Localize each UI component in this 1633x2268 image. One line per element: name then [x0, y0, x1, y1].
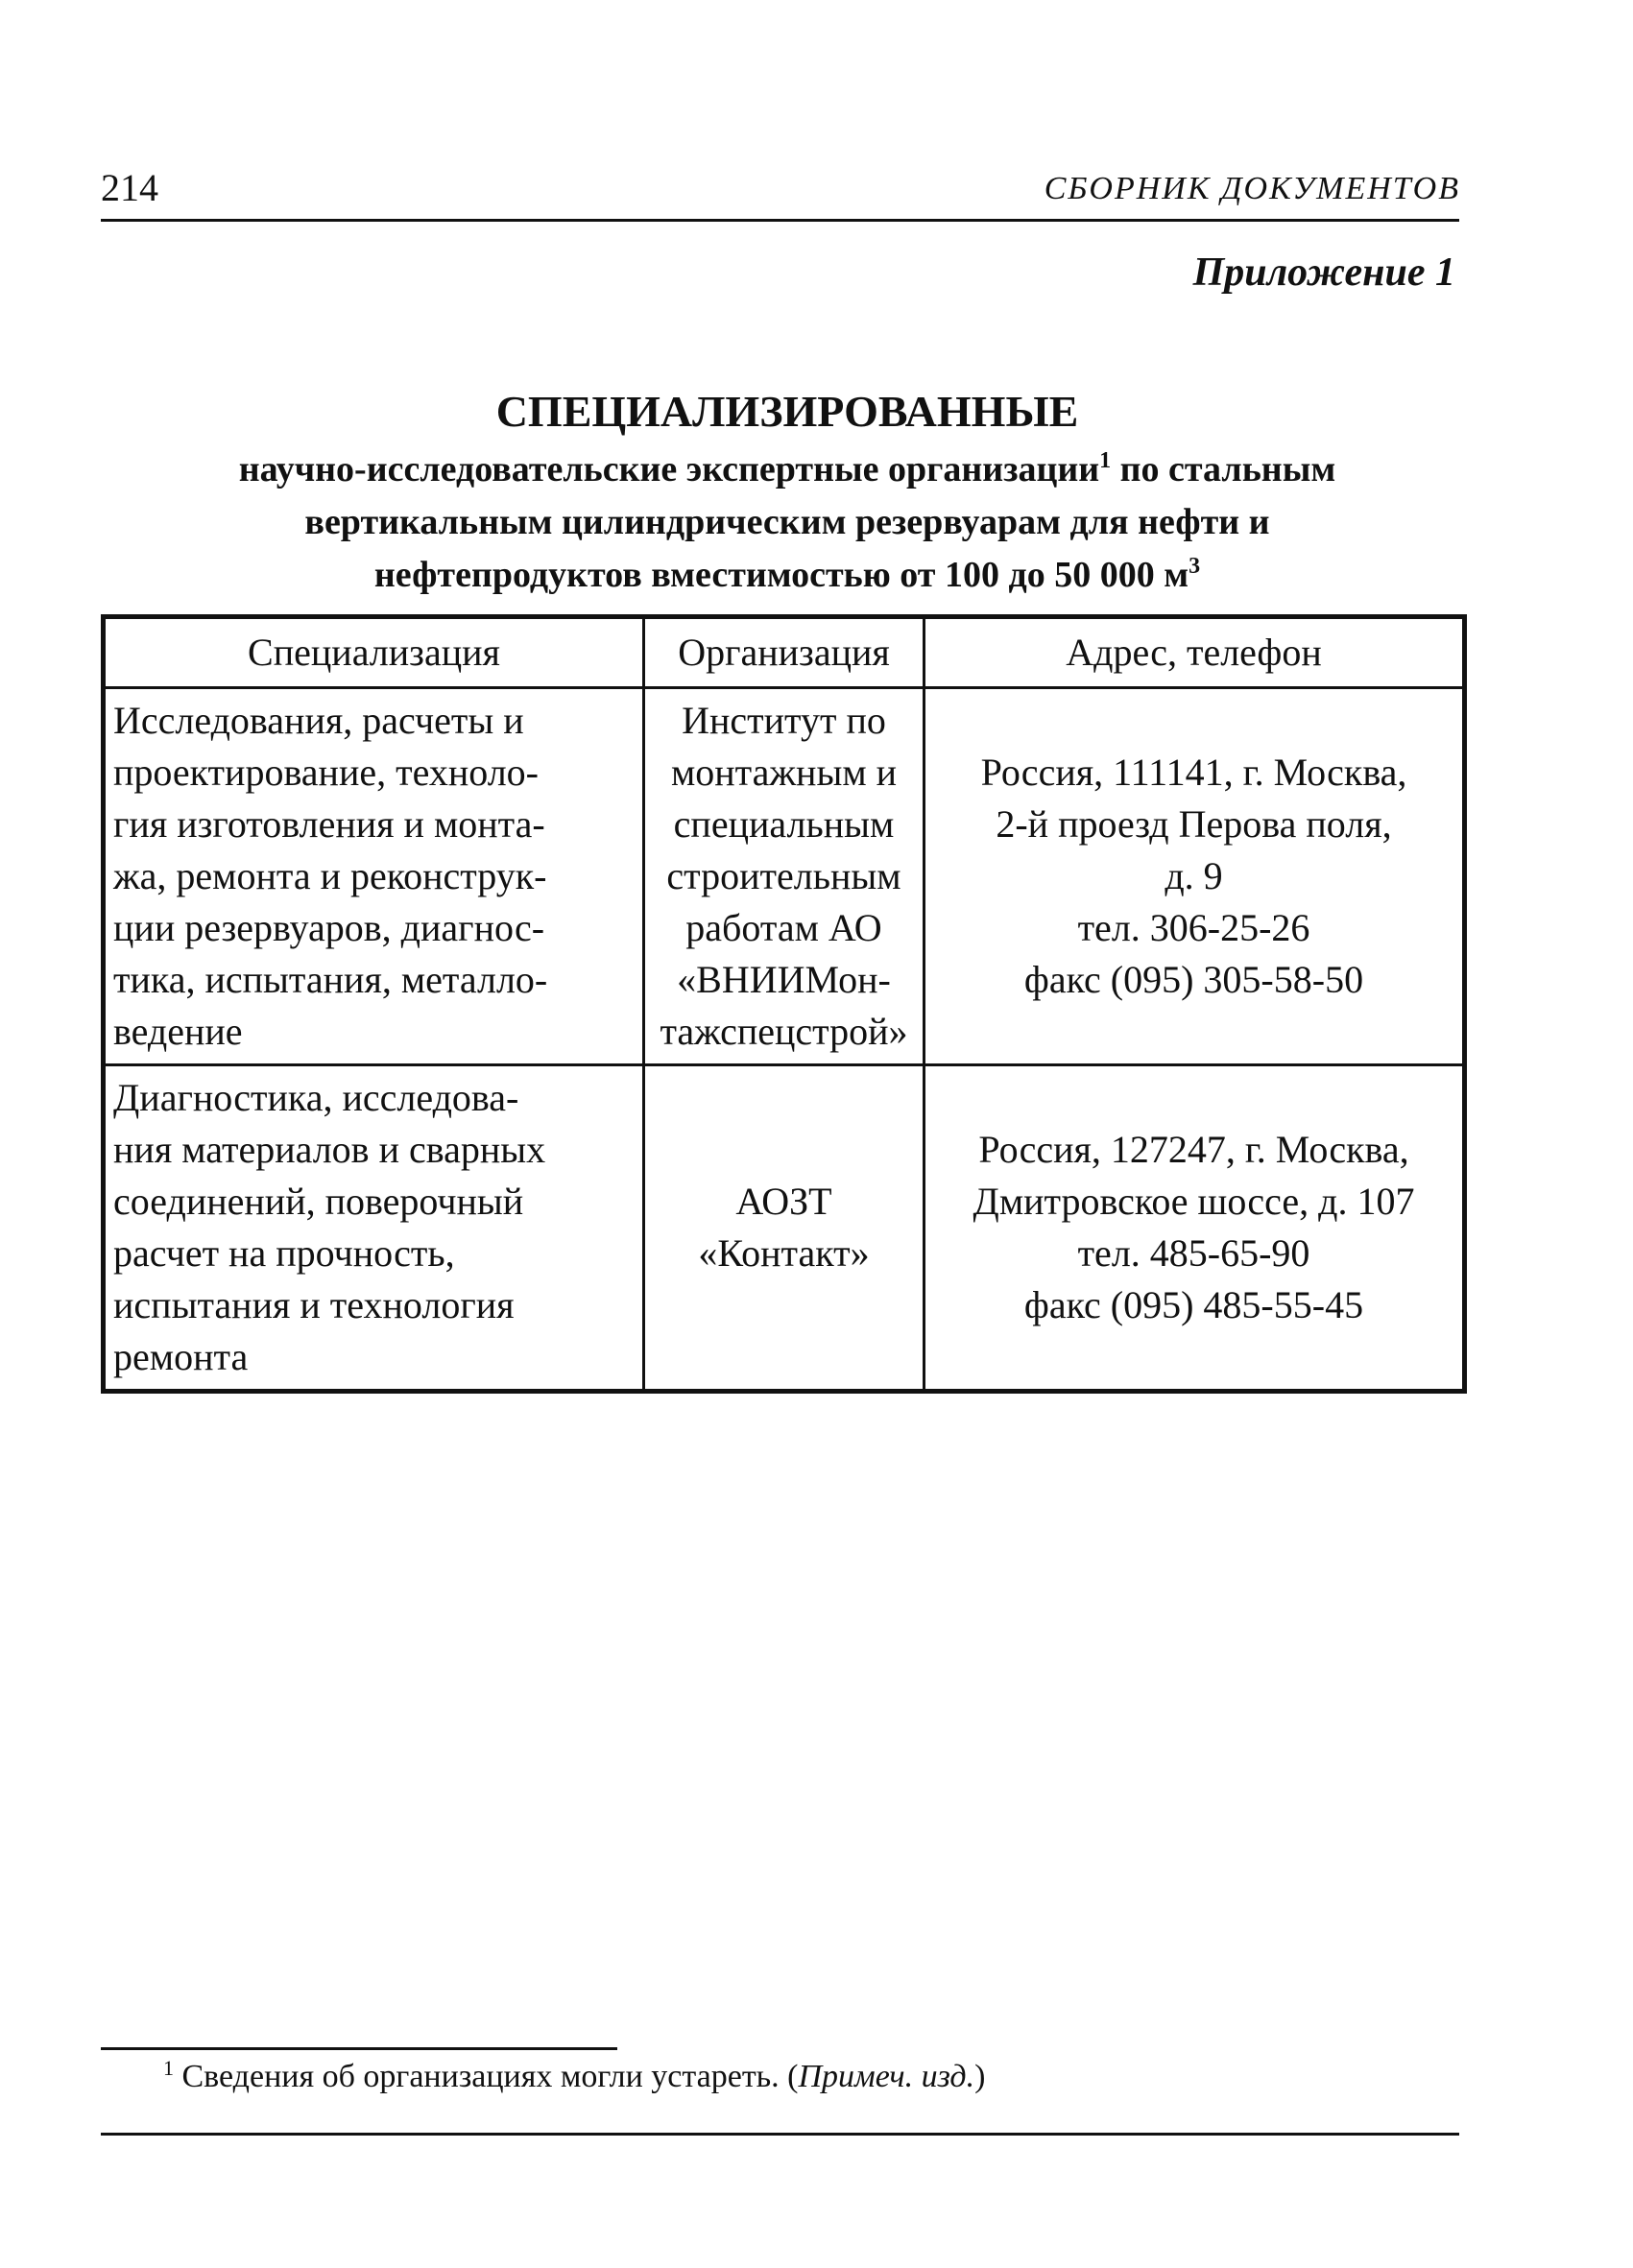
appendix-label: Приложение 1: [1192, 251, 1455, 295]
header-rule: [101, 219, 1459, 222]
subtitle-line-2: вертикальным цилиндрическим резервуарам для нефти и: [304, 502, 1270, 542]
table-row: [104, 688, 1465, 1065]
column-header-address: Адрес, телефон: [925, 617, 1465, 688]
table-header-row: [104, 617, 1465, 688]
footnote-mark: 1: [163, 2056, 174, 2080]
organization-cell: АОЗТ «Контакт»: [644, 1065, 925, 1392]
footnote-rule: [101, 2047, 617, 2050]
unit-exponent: 3: [1189, 554, 1201, 579]
editor-note: Примеч. изд.: [798, 2059, 975, 2094]
column-header-specialization: Специализация: [104, 617, 644, 688]
address-cell: Россия, 111141, г. Москва, 2-й проезд Перова поля, д. 9 тел. 306-25-26 факс (095) 305-58-50: [925, 688, 1465, 1065]
subtitle-line-1: научно-исследовательские экспертные организации$^1$ по стальным: [238, 448, 1336, 489]
subtitle-line-3: нефтепродуктов вместимостью от 100 до 50 000 $м^3$: [373, 554, 1201, 595]
specialization-cell: Исследования, расчеты и проектирование, техноло- гия изготовления и монта- жа, ремонта и реконструк- ции резервуаров, диагнос- тика, испытания, металло- ведение: [104, 688, 644, 1065]
table-row: [104, 1065, 1465, 1392]
footnote-reference: 1: [1099, 448, 1112, 473]
running-head: СБОРНИК ДОКУМЕНТОВ: [1044, 171, 1460, 206]
organization-cell: Институт по монтажным и специальным строительным работам АО «ВНИИМон- тажспецстрой»: [644, 688, 925, 1065]
organizations-table: [101, 614, 1467, 1394]
bottom-rule: [101, 2133, 1459, 2136]
document-title: СПЕЦИАЛИЗИРОВАННЫЕ: [495, 387, 1079, 436]
footnote: $^1$ Сведения об организациях могли устареть. (Примеч. изд.): [163, 2056, 986, 2094]
document-subtitle: [0, 443, 1574, 602]
specialization-cell: Диагностика, исследова- ния материалов и сварных соединений, поверочный расчет на прочность, испытания и технология ремонта: [104, 1065, 644, 1392]
column-header-organization: Организация: [644, 617, 925, 688]
address-cell: Россия, 127247, г. Москва, Дмитровское шоссе, д. 107 тел. 485-65-90 факс (095) 485-55-45: [925, 1065, 1465, 1392]
page-number: 214: [101, 166, 158, 209]
